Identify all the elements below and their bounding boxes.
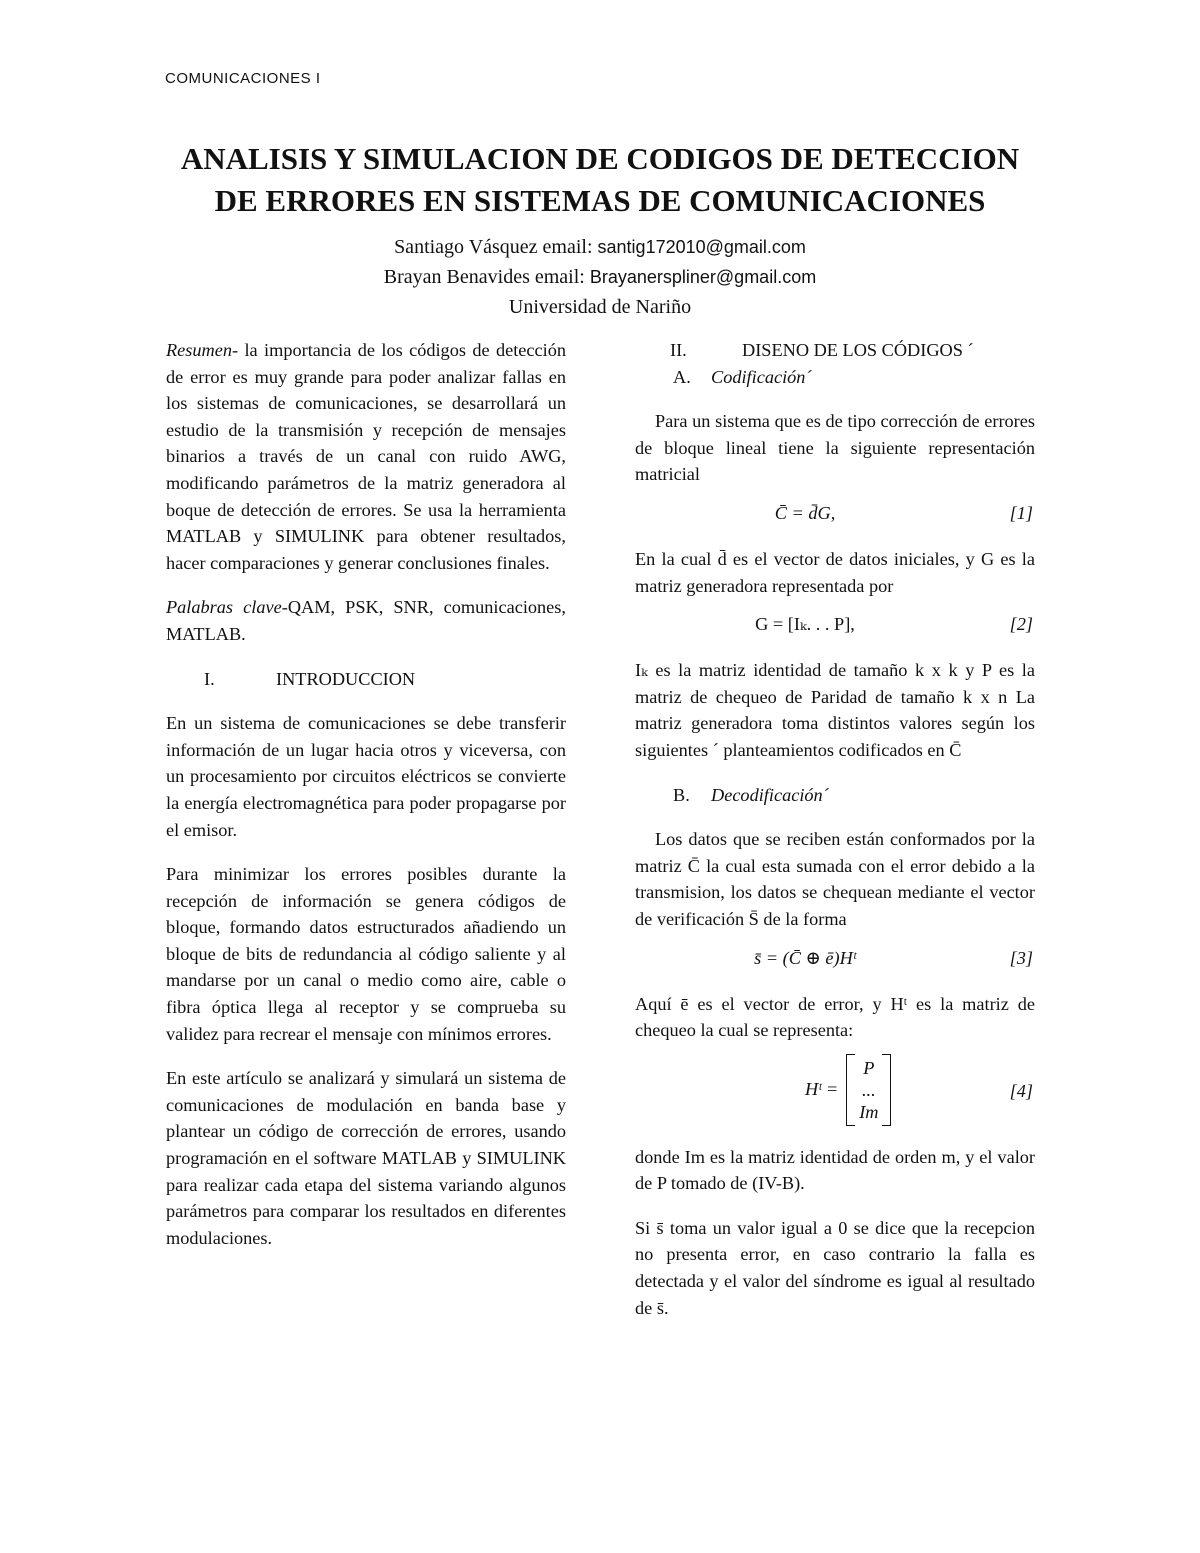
affiliation: Universidad de Nariño (508, 296, 692, 318)
left-bracket (846, 1054, 855, 1126)
author-2 (100, 262, 1100, 292)
right-column (635, 337, 1035, 1321)
section-1-number: I. (204, 668, 215, 689)
subsection-a-heading (635, 364, 1035, 391)
intro-paragraph-3: En este artículo se analizará y simulará un sistema de comunicaciones de modulación en banda base y plantear un código de corrección de errores, usando programación en el software MATLAB y SIMULINK para realizar cada etapa del sistema variando algunos parámetros para comparar los resultados en diferentes modulaciones. (166, 1068, 566, 1248)
equation-3-expression: s̄ = (C̄ ⊕ ē)Hᵗ (754, 947, 856, 968)
equation-1-number: [1] (1009, 502, 1033, 523)
equation-1-expression: C̄ = d̄G, (774, 502, 836, 523)
decoding-paragraph-2: Aquí ē es el vector de error, y Hᵗ es la matriz de chequeo la cual se representa: (635, 993, 1035, 1041)
abstract-text: la importancia de los códigos de detección de error es muy grande para poder analizar fallas en los sistemas de comunicaciones, se desarrollará un estudio de la transmisión y recepción de mensajes binarios a través de un canal con ruido AWG, modificando parámetros de la matriz generadora al boque de detección de errores. Se usa la herramienta MATLAB y SIMULINK para obtener resultados, hacer comparaciones y generar conclusiones finales. (166, 340, 566, 573)
author-1-email: santig172010@gmail.com (597, 237, 806, 257)
author-2-name: Brayan Benavides email: (383, 266, 585, 288)
matrix-row-2: ... (861, 1079, 876, 1100)
author-block (100, 232, 1100, 322)
running-head: COMUNICACIONES I (165, 70, 321, 87)
author-1-name: Santiago Vásquez email: (394, 236, 593, 258)
keywords (166, 594, 566, 647)
equation-2-number: [2] (1009, 614, 1033, 635)
equation-4-lhs: Hᵗ = (805, 1079, 839, 1100)
coding-paragraph-1: Para un sistema que es de tipo corrección de errores de bloque lineal tiene la siguiente representación matricial (635, 411, 1035, 485)
abstract-label: Resumen- (166, 340, 239, 360)
subsection-b-number: B. (673, 784, 690, 805)
equation-4-number: [4] (1009, 1080, 1033, 1101)
abstract (166, 337, 566, 576)
decoding-paragraph-3: donde Im es la matriz identidad de orden m, y el valor de P tomado de (IV-B). (635, 1146, 1035, 1194)
coding-paragraph-2: En la cual d̄ es el vector de datos iniciales, y G es la matriz generadora representada por (635, 548, 1035, 596)
section-2-title: DISENO DE LOS CÓDIGOS ´ (742, 340, 974, 360)
paper-title (100, 138, 1100, 222)
author-2-email: Brayanerspliner@gmail.com (589, 267, 817, 287)
keywords-text: QAM, PSK, SNR, comunicaciones, MATLAB. (166, 597, 566, 644)
left-column (166, 337, 566, 1251)
right-bracket (882, 1054, 891, 1126)
equation-3 (635, 945, 1035, 985)
matrix-column (855, 1057, 882, 1123)
subsection-a-number: A. (673, 366, 691, 387)
section-2-heading (635, 337, 1035, 364)
title-line-2: DE ERRORES EN SISTEMAS DE COMUNICACIONES (214, 183, 986, 218)
title-line-1: ANALISIS Y SIMULACION DE CODIGOS DE DETECCION (180, 141, 1020, 176)
subsection-a-title: Codificación´ (711, 366, 812, 387)
section-1-heading (166, 666, 566, 693)
intro-paragraph-2: Para minimizar los errores posibles durante la recepción de información se genera códigos de bloque, formando datos estructurados añadiendo un bloque de bits de redundancia al código saliente y al mandarse por un canal o medio como aire, cable o fibra óptica llega al receptor y se comprueba su validez para recrear el mensaje con mínimos errores. (166, 864, 566, 1044)
equation-3-number: [3] (1009, 947, 1033, 968)
decoding-paragraph-4: Si s̄ toma un valor igual a 0 se dice que la recepcion no presenta error, en caso contrario la falla es detectada y el valor del síndrome es igual al resultado de s̄. (635, 1217, 1035, 1318)
author-1 (100, 232, 1100, 262)
decoding-paragraph-1: Los datos que se reciben están conformados por la matriz C̄ la cual esta sumada con el error debido a la transmision, los datos se chequean mediante el vector de verificación S̄ de la forma (635, 829, 1035, 929)
subsection-b-title: Decodificación´ (711, 784, 829, 805)
equation-2 (635, 611, 1035, 651)
matrix-row-3: Im (859, 1101, 879, 1122)
section-2-number: II. (670, 340, 687, 360)
equation-4 (635, 1054, 1035, 1134)
intro-paragraph-1: En un sistema de comunicaciones se debe transferir información de un lugar hacia otros y viceversa, con un procesamiento por circuitos eléctricos se convierte la energía electromagnética para poder propagarse por el emisor. (166, 713, 566, 840)
equation-1 (635, 500, 1035, 540)
keywords-label: Palabras clave- (166, 597, 288, 618)
matrix-row-1: P (863, 1057, 875, 1078)
equation-4-matrix (805, 1054, 891, 1126)
equation-2-expression: G = [Iₖ. . . P], (755, 614, 855, 635)
section-1-title: INTRODUCCION (276, 668, 416, 689)
coding-paragraph-3: Iₖ es la matriz identidad de tamaño k x k y P es la matriz de chequeo de Paridad de tamaño k x n La matriz generadora toma distintos valores según los siguientes ´ planteamientos codificados en C̄ (635, 660, 1035, 760)
subsection-b-heading (635, 782, 1035, 809)
